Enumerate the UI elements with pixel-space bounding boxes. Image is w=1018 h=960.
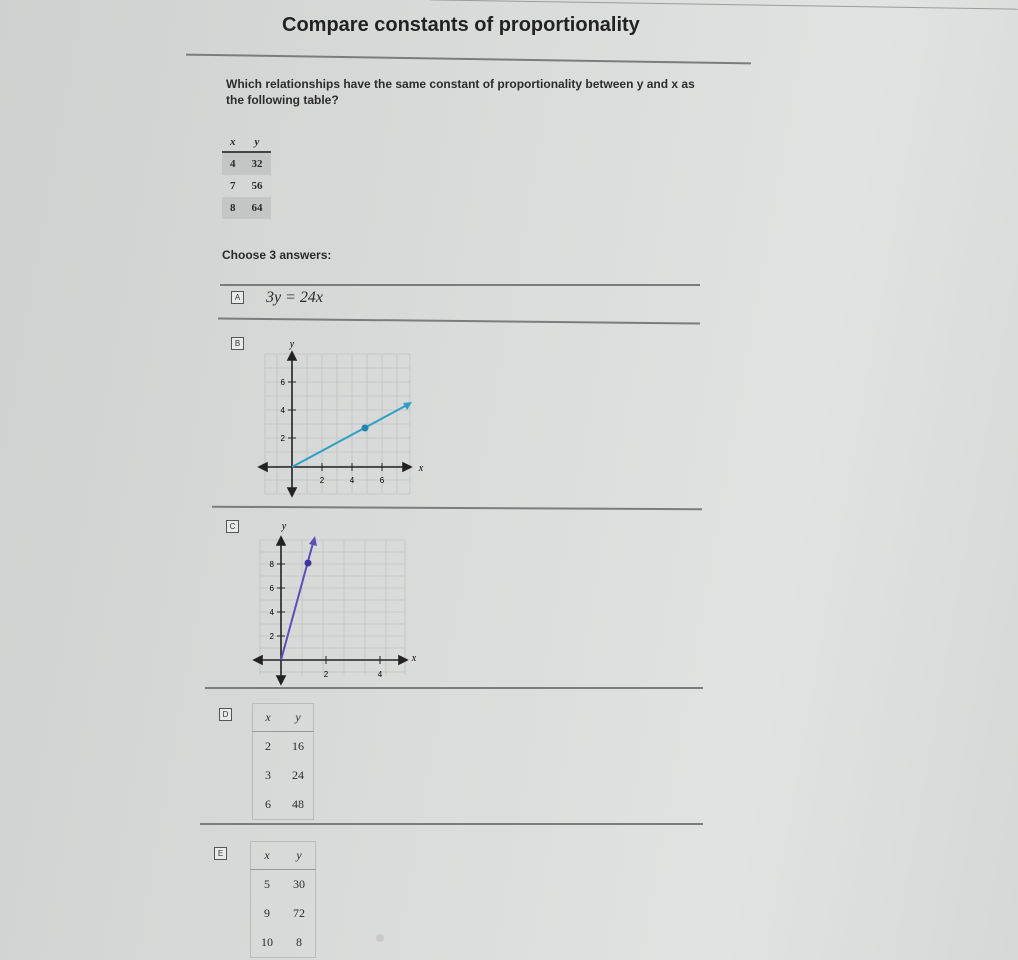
question-text: Which relationships have the same constant of proportionality between y and x as the following table? — [226, 77, 695, 107]
option-c-tickmarks — [277, 564, 380, 664]
option-b-grid — [265, 354, 410, 494]
table-cell: 24 — [292, 768, 304, 782]
option-c-x-tick: 4 — [377, 670, 383, 679]
table-cell: 64 — [244, 197, 271, 219]
option-b-y-tick: 6 — [280, 378, 285, 387]
table-cell: 7 — [230, 180, 236, 192]
option-e-header-x: x — [251, 842, 284, 870]
option-d-checkbox[interactable]: D — [219, 708, 232, 721]
option-c-y-tick: 4 — [269, 608, 274, 617]
table-cell: 8 — [222, 197, 244, 219]
option-b-y-tick: 2 — [280, 434, 285, 443]
option-divider — [220, 284, 700, 286]
option-b-line — [292, 405, 407, 467]
option-e-table — [250, 841, 316, 958]
option-d-header-y: y — [283, 704, 314, 732]
option-c-y-tick: 6 — [269, 584, 274, 593]
table-cell: 32 — [244, 152, 271, 175]
option-b-x-tick: 6 — [379, 476, 385, 485]
table-cell: 6 — [265, 797, 271, 811]
table-row — [222, 197, 271, 219]
table-row — [251, 899, 316, 928]
table-cell: 16 — [292, 739, 304, 753]
option-c-x-label: x — [411, 653, 417, 664]
table-cell: 9 — [264, 906, 270, 920]
option-b-checkbox[interactable]: B — [231, 337, 244, 350]
table-cell: 2 — [265, 739, 271, 753]
table-cell: 30 — [293, 877, 305, 891]
option-d-header-x: x — [253, 704, 284, 732]
option-b-y-tick: 4 — [280, 406, 285, 415]
question-table-header-x: x — [222, 134, 244, 152]
choose-label: Choose 3 answers: — [222, 248, 332, 262]
option-c-y-tick: 8 — [269, 560, 274, 569]
option-divider — [218, 317, 700, 324]
table-row — [253, 790, 314, 820]
option-c-y-tick: 2 — [269, 632, 274, 641]
option-e-checkbox[interactable]: E — [214, 847, 227, 860]
option-b-x-tick: 4 — [349, 476, 355, 485]
option-c-point — [305, 560, 312, 567]
question-table — [222, 134, 271, 219]
option-divider — [212, 506, 702, 510]
table-cell: 3 — [265, 768, 271, 782]
table-cell: 5 — [264, 877, 270, 891]
top-edge-line — [430, 0, 1018, 10]
option-divider — [200, 823, 703, 825]
table-cell: 8 — [296, 935, 302, 949]
page-title: Compare constants of proportionality — [282, 14, 640, 36]
option-c-y-label: y — [281, 521, 287, 532]
table-cell: 4 — [222, 152, 244, 175]
table-cell: 72 — [293, 906, 305, 920]
option-e-header-y: y — [283, 842, 316, 870]
option-b-point — [362, 425, 369, 432]
table-row — [222, 152, 271, 175]
title-divider — [186, 54, 751, 65]
question-table-header-y: y — [244, 134, 271, 152]
table-row — [253, 761, 314, 790]
option-b-graph — [255, 333, 435, 503]
table-cell: 48 — [292, 797, 304, 811]
option-divider — [205, 687, 703, 689]
table-row — [253, 732, 314, 762]
option-c-x-tick: 2 — [323, 670, 329, 679]
option-a-checkbox[interactable]: A — [231, 291, 244, 304]
table-cell: 56 — [251, 180, 263, 192]
option-b-x-tick: 2 — [319, 476, 325, 485]
option-c-graph — [250, 515, 425, 685]
screen-smudge — [376, 934, 384, 942]
table-row — [251, 870, 316, 900]
option-d-table — [252, 703, 314, 820]
option-b-x-label: x — [418, 463, 424, 474]
option-a-equation: 3y = 24x — [266, 289, 323, 306]
option-c-checkbox[interactable]: C — [226, 520, 239, 533]
table-row — [251, 928, 316, 958]
option-c-line-arrow — [309, 536, 317, 546]
option-b-y-label: y — [289, 339, 295, 350]
table-cell: 10 — [261, 935, 273, 949]
table-row — [222, 175, 271, 197]
option-c-axes — [254, 537, 407, 684]
